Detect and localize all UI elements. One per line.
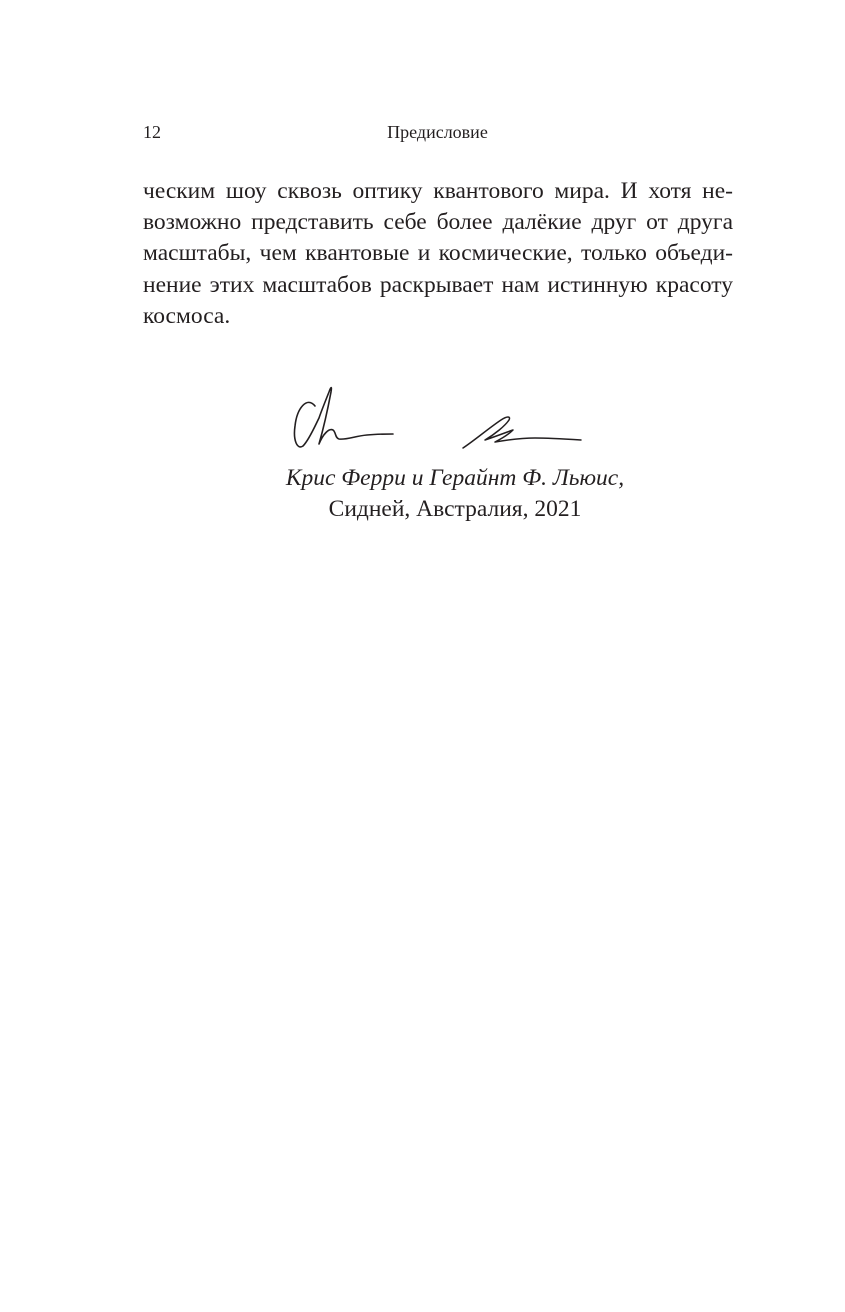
body-line: ческим шоу сквозь оптику квантового мира. И хотя не- [143,178,733,204]
body-paragraph [143,176,733,332]
running-head: Предисловие [387,122,488,142]
page-number: 12 [143,122,161,142]
body-line: космоса. [143,302,231,329]
signature-lewis [463,417,581,448]
signature-place-date: Сидней, Австралия, 2021 [328,496,582,522]
signature-authors: Крис Ферри и Герайнт Ф. Льюис, [285,465,625,491]
signatures-image [285,378,585,458]
signature-ferrie [294,388,393,447]
handwritten-signatures [285,378,585,458]
body-line: возможно представить себе более далёкие друг от друга [143,209,733,236]
body-line: нение этих масштабов раскрывает нам истинную красоту [143,271,733,298]
body-line: масштабы, чем квантовые и космические, только объеди- [143,240,733,267]
